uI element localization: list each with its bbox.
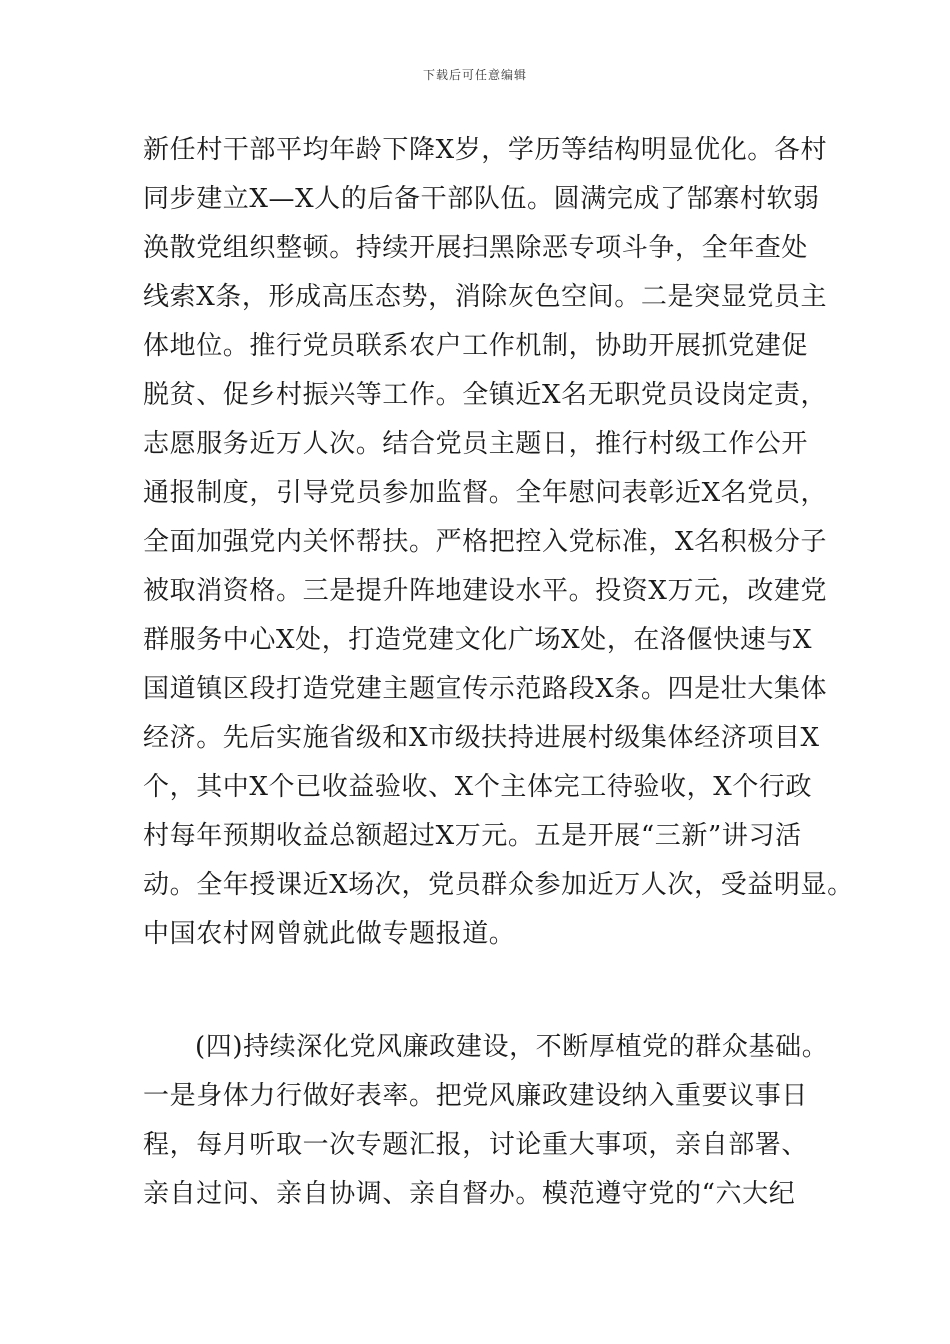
text-line: 新任村干部平均年龄下降X岁，学历等结构明显优化。各村 (143, 135, 828, 165)
text-line: 亲自过问、亲自协调、亲自督办。模范遵守党的“六大纪 (143, 1179, 796, 1209)
text-line: 村每年预期收益总额超过X万元。五是开展“三新”讲习活 (143, 821, 802, 851)
text-line: 一是身体力行做好表率。把党风廉政建设纳入重要议事日 (143, 1081, 809, 1111)
text-line: 脱贫、促乡村振兴等工作。全镇近X名无职党员设岗定责， (143, 380, 828, 410)
text-line: 被取消资格。三是提升阵地建设水平。投资X万元，改建党 (143, 576, 828, 606)
text-line: 通报制度，引导党员参加监督。全年慰问表彰近X名党员， (143, 478, 828, 508)
text-line: 全面加强党内关怀帮扶。严格把控入党标准，X名积极分子 (143, 527, 828, 557)
text-line: 同步建立X—X人的后备干部队伍。圆满完成了郜寨村软弱 (143, 184, 820, 214)
text-line: 国道镇区段打造党建主题宣传示范路段X条。四是壮大集体 (143, 674, 828, 704)
text-line: 体地位。推行党员联系农户工作机制，协助开展抓党建促 (143, 331, 809, 361)
text-line: 动。全年授课近X场次，党员群众参加近万人次，受益明显。 (143, 870, 854, 900)
text-line: 群服务中心X处，打造党建文化广场X处，在洛偃快速与X (143, 625, 813, 655)
text-line: 经济。先后实施省级和X市级扶持进展村级集体经济项目X (143, 723, 820, 753)
text-line: 程，每月听取一次专题汇报，讨论重大事项，亲自部署、 (143, 1130, 809, 1160)
text-line: 中国农村网曾就此做专题报道。 (143, 919, 516, 949)
text-line: 个，其中X个已收益验收、X个主体完工待验收，X个行政 (143, 772, 813, 802)
text-line: 涣散党组织整顿。持续开展扫黑除恶专项斗争，全年查处 (143, 233, 809, 263)
paragraph-1 (143, 126, 854, 959)
paragraph-2 (143, 1023, 843, 1219)
text-line: 线索X条，形成高压态势，消除灰色空间。二是突显党员主 (143, 282, 828, 312)
page-header: 下载后可任意编辑 (422, 68, 527, 82)
section-heading-line: (四)持续深化党风廉政建设，不断厚植党的群众基础。 (195, 1032, 829, 1062)
text-line: 志愿服务近万人次。结合党员主题日，推行村级工作公开 (143, 429, 809, 459)
